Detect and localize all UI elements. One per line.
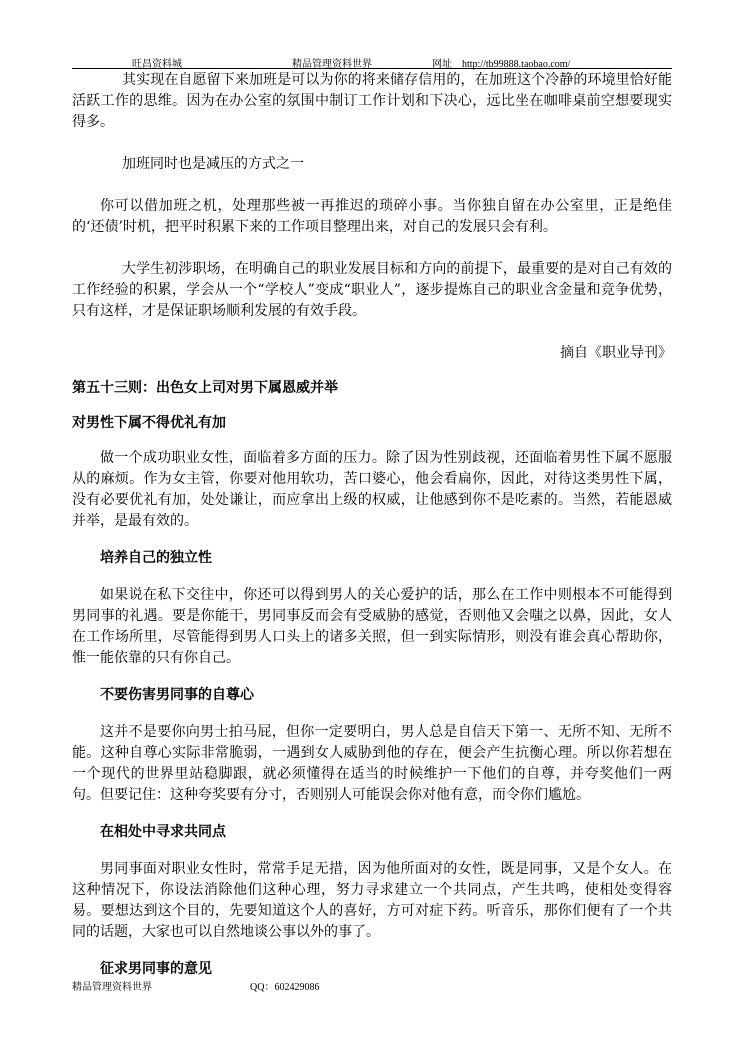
paragraph: 做一个成功职业女性，面临着多方面的压力。除了因为性别歧视，还面临着男性下属不愿服从的麻烦。作为女主管，你要对他用软功，苦口婆心，他会看扁你，因此，对待这类男性下属，没有必要优礼有加，处处谦让，而应拿出上级的权威，让他感到你不是吃素的。当然，若能恩威并举，是最有效的。 [72, 450, 672, 529]
section-heading: 第五十三则：出色女上司对男下属恩威并举 [72, 380, 338, 396]
page-footer [72, 976, 672, 994]
page-header [72, 28, 672, 69]
paragraph: 大学生初涉职场，在明确自己的职业发展目标和方向的前提下，最重要的是对自己有效的工作经验的积累，学会从一个“学校人”变成“职业人”，逐步提炼自己的职业含金量和竞争优势，只有这样，才是保证职场顺利发展的有效手段。 [72, 261, 672, 319]
header-url-text: 网址 http://tb99888.taobao.com/ [432, 59, 571, 70]
paragraph: 你可以借加班之机，处理那些被一再推迟的琐碎小事。当你独自留在办公室里，正是绝佳的‘还债’时机，把平时积累下来的工作项目整理出来，对自己的发展只会有利。 [72, 198, 672, 235]
paragraph: 男同事面对职业女性时，常常手足无措，因为他所面对的女性，既是同事，又是个女人。在这种情况下，你设法消除他们这种心理，努力寻求建立一个共同点，产生共鸣，使相处变得容易。要想达到这个目的，先要知道这个人的喜好，方可对症下药。听音乐，那你们便有了一个共同的话题，大家也可以自然地谈公事以外的事了。 [72, 861, 672, 940]
paragraph: 其实现在自愿留下来加班是可以为你的将来储存信用的，在加班这个冷静的环境里恰好能活跃工作的思维。因为在办公室的氛围中制订工作计划和下决心，远比坐在咖啡桌前空想要现实得多。 [72, 72, 672, 130]
subsection-heading: 在相处中寻求共同点 [100, 824, 226, 840]
paragraph: 这并不是要你向男士拍马屁，但你一定要明白，男人总是自信天下第一、无所不知、无所不能。这种自尊心实际非常脆弱，一遇到女人威胁到他的存在，便会产生抗衡心理。所以你若想在一个现代的世界里站稳脚跟，就必须懂得在适当的时候维护一下他们的自尊，并夸奖他们一两句。但要记住：这种夸奖要有分寸，否则别人可能误会你对他有意，而令你们尴尬。 [72, 724, 672, 803]
paragraph: 如果说在私下交往中，你还可以得到男人的关心爱护的话，那么在工作中则根本不可能得到男同事的礼遇。要是你能干，男同事反而会有受威胁的感觉，否则他又会嗤之以鼻，因此，女人在工作场所里，尽管能得到男人口头上的诸多关照，但一到实际情形，则没有谁会真心帮助你，惟一能依靠的只有你自己。 [72, 587, 672, 666]
header-left-text: 旺昌资料城 [132, 59, 182, 70]
subsection-heading: 不要伤害男同事的自尊心 [100, 687, 254, 703]
paragraph: 加班同时也是减压的方式之一 [122, 156, 304, 172]
subsection-heading: 培养自己的独立性 [100, 550, 212, 566]
source-citation: 摘自《职业导刊》 [560, 345, 672, 361]
footer-left-text: 精品管理资料世界 [72, 982, 152, 993]
subsection-heading: 对男性下属不得优礼有加 [72, 415, 226, 431]
subsection-heading: 征求男同事的意见 [100, 961, 212, 977]
document-body [72, 70, 672, 980]
footer-qq-text: QQ：602429086 [250, 982, 320, 993]
header-middle-text: 精品管理资料世界 [292, 59, 372, 70]
